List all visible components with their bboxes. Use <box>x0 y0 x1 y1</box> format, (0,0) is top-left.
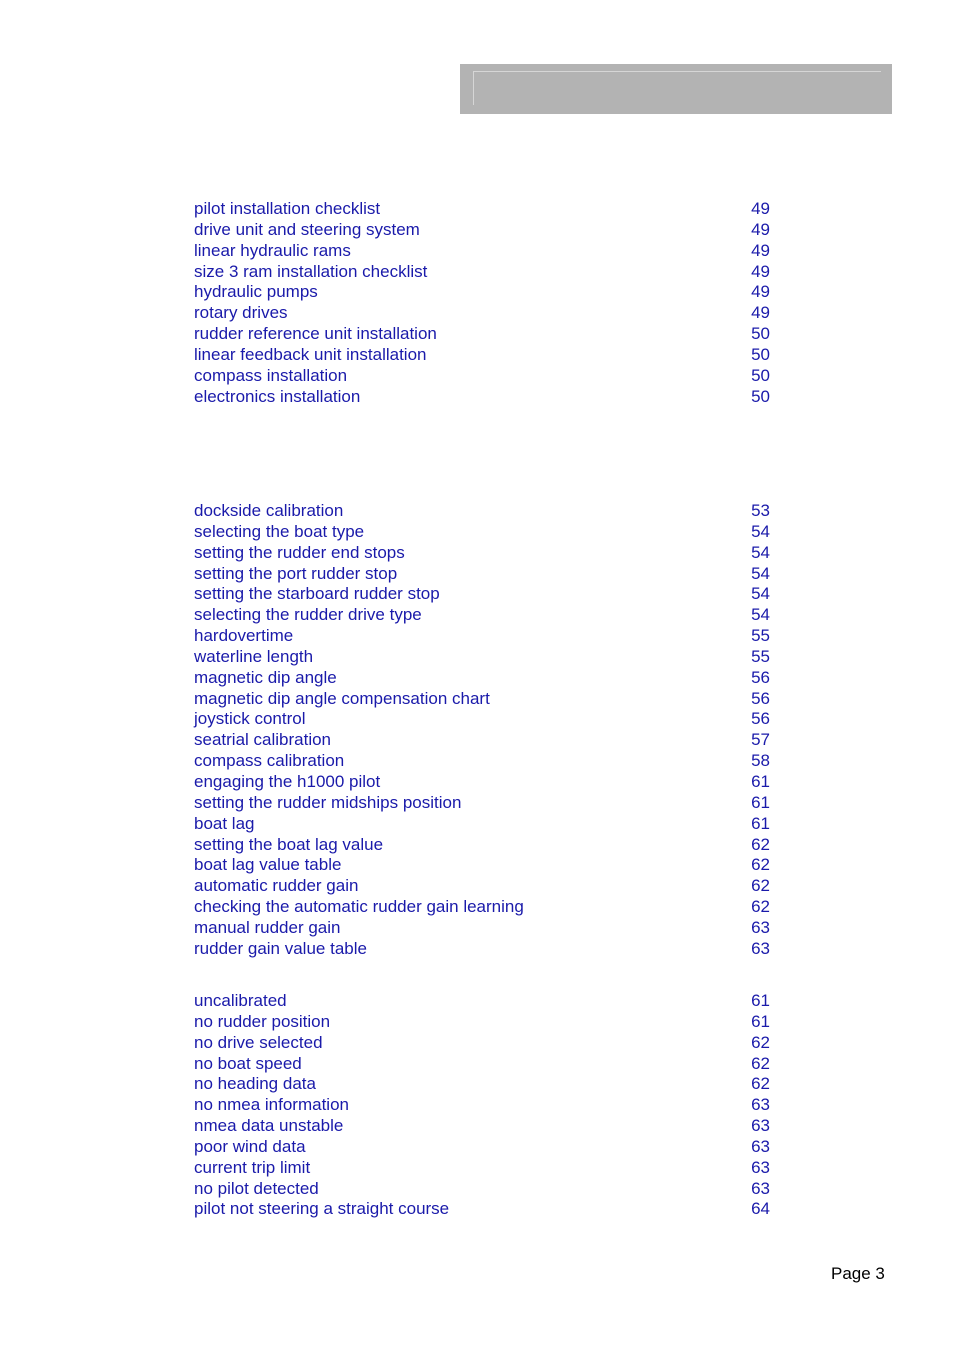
header-bar-inner <box>473 71 881 105</box>
toc-entry-page[interactable]: 64 <box>751 1199 770 1219</box>
toc-entry[interactable] <box>194 199 774 220</box>
toc-entry-page[interactable]: 61 <box>751 813 770 833</box>
toc-entry[interactable] <box>194 772 774 793</box>
toc-entry[interactable] <box>194 855 774 876</box>
toc-entry-page[interactable]: 62 <box>751 1032 770 1052</box>
toc-section-troubleshooting <box>194 991 774 1220</box>
toc-entry-page[interactable]: 62 <box>751 897 770 917</box>
toc-entry[interactable] <box>194 730 774 751</box>
toc-entry[interactable] <box>194 543 774 564</box>
toc-entry[interactable] <box>194 262 774 283</box>
toc-entry[interactable] <box>194 387 774 408</box>
toc-entry[interactable] <box>194 220 774 241</box>
toc-entry-page[interactable]: 63 <box>751 1157 770 1177</box>
toc-entry-page[interactable]: 49 <box>751 303 770 323</box>
toc-entry[interactable] <box>194 1158 774 1179</box>
toc-entry-page[interactable]: 62 <box>751 1053 770 1073</box>
toc-entry-label[interactable]: electronics installation <box>194 386 361 406</box>
toc-entry-label[interactable]: setting the starboard rudder stop <box>194 584 440 604</box>
toc-entry[interactable] <box>194 501 774 522</box>
toc-entry-label[interactable]: size 3 ram installation checklist <box>194 261 428 281</box>
toc-entry[interactable] <box>194 876 774 897</box>
toc-entry-label[interactable]: setting the boat lag value <box>194 834 384 854</box>
toc-entry[interactable] <box>194 751 774 772</box>
toc-entry[interactable] <box>194 1054 774 1075</box>
toc-entry[interactable] <box>194 1137 774 1158</box>
toc-entry-label[interactable]: rotary drives <box>194 303 288 323</box>
toc-entry[interactable] <box>194 647 774 668</box>
toc-entry-page[interactable]: 57 <box>751 730 770 750</box>
toc-entry-page[interactable]: 63 <box>751 1178 770 1198</box>
toc-entry[interactable] <box>194 282 774 303</box>
toc-entry-label[interactable]: no heading data <box>194 1074 316 1094</box>
toc-entry-page[interactable]: 63 <box>751 1116 770 1136</box>
toc-entry-page[interactable]: 49 <box>751 282 770 302</box>
toc-entry-label[interactable]: compass calibration <box>194 751 345 771</box>
toc-entry-label[interactable]: engaging the h1000 pilot <box>194 771 381 791</box>
toc-entry[interactable] <box>194 918 774 939</box>
toc-entry-page[interactable]: 50 <box>751 344 770 364</box>
toc-entry-label[interactable]: rudder reference unit installation <box>194 324 437 344</box>
toc-entry-page[interactable]: 54 <box>751 563 770 583</box>
toc-entry-label[interactable]: setting the port rudder stop <box>194 563 398 583</box>
toc-entry-page[interactable]: 49 <box>751 261 770 281</box>
toc-entry-page[interactable]: 50 <box>751 365 770 385</box>
toc-section-installation <box>194 199 774 407</box>
toc-entry-label[interactable]: nmea data unstable <box>194 1116 344 1136</box>
toc-entry-page[interactable]: 49 <box>751 199 770 218</box>
toc-entry-label[interactable]: poor wind data <box>194 1136 306 1156</box>
toc-entry-label[interactable]: waterline length <box>194 646 314 666</box>
toc-entry-label[interactable]: magnetic dip angle compensation chart <box>194 688 490 708</box>
toc-entry[interactable] <box>194 324 774 345</box>
toc-entry-page[interactable]: 63 <box>751 938 770 958</box>
toc-entry-label[interactable]: no nmea information <box>194 1095 349 1115</box>
toc-entry[interactable] <box>194 1074 774 1095</box>
toc-entry-label[interactable]: seatrial calibration <box>194 730 332 750</box>
toc-entry-label[interactable]: current trip limit <box>194 1157 311 1177</box>
toc-entry[interactable] <box>194 897 774 918</box>
toc-entry-label[interactable]: no boat speed <box>194 1053 302 1073</box>
toc-entry-page[interactable]: 62 <box>751 1074 770 1094</box>
toc-entry-page[interactable]: 54 <box>751 605 770 625</box>
toc-entry-page[interactable]: 50 <box>751 386 770 406</box>
toc-entry-page[interactable]: 62 <box>751 834 770 854</box>
toc-entry-page[interactable]: 63 <box>751 1095 770 1115</box>
toc-entry-page[interactable]: 55 <box>751 646 770 666</box>
toc-entry-page[interactable]: 58 <box>751 751 770 771</box>
toc-entry-label[interactable]: no pilot detected <box>194 1178 319 1198</box>
page-number: Page 3 <box>831 1264 885 1283</box>
toc-entry-page[interactable]: 54 <box>751 521 770 541</box>
toc-entry-page[interactable]: 62 <box>751 855 770 875</box>
toc-entry[interactable] <box>194 939 774 960</box>
toc-entry[interactable] <box>194 1012 774 1033</box>
toc-entry[interactable] <box>194 814 774 835</box>
toc-entry-label[interactable]: dockside calibration <box>194 501 344 520</box>
toc-entry-label[interactable]: hydraulic pumps <box>194 282 318 302</box>
toc-entry-page[interactable]: 61 <box>751 792 770 812</box>
toc-entry-label[interactable]: no drive selected <box>194 1032 323 1052</box>
toc-entry-page[interactable]: 63 <box>751 1136 770 1156</box>
toc-entry-label[interactable]: boat lag <box>194 813 255 833</box>
toc-entry-label[interactable]: setting the rudder midships position <box>194 792 462 812</box>
toc-entry-label[interactable]: setting the rudder end stops <box>194 542 405 562</box>
toc-entry-page[interactable]: 50 <box>751 324 770 344</box>
header-bar <box>460 64 892 114</box>
toc-entry-label[interactable]: uncalibrated <box>194 991 287 1010</box>
toc-entry-page[interactable]: 61 <box>751 1011 770 1031</box>
toc-entry[interactable] <box>194 835 774 856</box>
toc-entry[interactable] <box>194 605 774 626</box>
toc-entry[interactable] <box>194 564 774 585</box>
toc-entry-page[interactable]: 54 <box>751 584 770 604</box>
toc-entry[interactable] <box>194 241 774 262</box>
toc-entry[interactable] <box>194 1199 774 1220</box>
toc-entry-label[interactable]: automatic rudder gain <box>194 876 359 896</box>
toc-entry-label[interactable]: boat lag value table <box>194 855 342 875</box>
toc-entry[interactable] <box>194 689 774 710</box>
toc-entry-page[interactable]: 53 <box>751 501 770 520</box>
toc-entry-label[interactable]: manual rudder gain <box>194 917 341 937</box>
toc-entry[interactable] <box>194 709 774 730</box>
toc-entry-page[interactable]: 56 <box>751 709 770 729</box>
toc-entry-label[interactable]: linear hydraulic rams <box>194 240 351 260</box>
toc-entry[interactable] <box>194 366 774 387</box>
toc-entry[interactable] <box>194 584 774 605</box>
toc-entry-page[interactable]: 49 <box>751 219 770 239</box>
toc-entry[interactable] <box>194 1179 774 1200</box>
toc-entry-label[interactable]: magnetic dip angle <box>194 667 337 687</box>
toc-entry-page[interactable]: 61 <box>751 771 770 791</box>
toc-entry-label[interactable]: joystick control <box>194 709 306 729</box>
toc-entry-label[interactable]: hardovertime <box>194 626 294 646</box>
toc-entry-label[interactable]: rudder gain value table <box>194 938 367 958</box>
toc-entry-label[interactable]: drive unit and steering system <box>194 219 420 239</box>
toc-entry[interactable] <box>194 1095 774 1116</box>
toc-entry[interactable] <box>194 303 774 324</box>
toc-entry[interactable] <box>194 626 774 647</box>
toc-entry-label[interactable]: checking the automatic rudder gain learning <box>194 897 524 917</box>
toc-entry-page[interactable]: 63 <box>751 917 770 937</box>
toc-entry-page[interactable]: 56 <box>751 688 770 708</box>
toc-entry-page[interactable]: 56 <box>751 667 770 687</box>
toc-section-calibration <box>194 501 774 960</box>
toc-entry[interactable] <box>194 991 774 1012</box>
toc-entry-page[interactable]: 55 <box>751 626 770 646</box>
toc-entry-label[interactable]: pilot not steering a straight course <box>194 1199 450 1219</box>
toc-entry-label[interactable]: compass installation <box>194 365 348 385</box>
toc-entry[interactable] <box>194 1116 774 1137</box>
toc-entry[interactable] <box>194 522 774 543</box>
toc-entry-page[interactable]: 62 <box>751 876 770 896</box>
toc-entry-label[interactable]: selecting the boat type <box>194 521 365 541</box>
toc-entry-page[interactable]: 54 <box>751 542 770 562</box>
toc-entry-label[interactable]: linear feedback unit installation <box>194 344 427 364</box>
toc-entry-page[interactable]: 49 <box>751 240 770 260</box>
toc-entry[interactable] <box>194 345 774 366</box>
toc-entry[interactable] <box>194 1033 774 1054</box>
toc-entry-label[interactable]: pilot installation checklist <box>194 199 381 218</box>
toc-entry-page[interactable]: 61 <box>751 991 770 1010</box>
toc-entry[interactable] <box>194 668 774 689</box>
toc-entry[interactable] <box>194 793 774 814</box>
toc-entry-label[interactable]: selecting the rudder drive type <box>194 605 422 625</box>
toc-entry-label[interactable]: no rudder position <box>194 1011 331 1031</box>
